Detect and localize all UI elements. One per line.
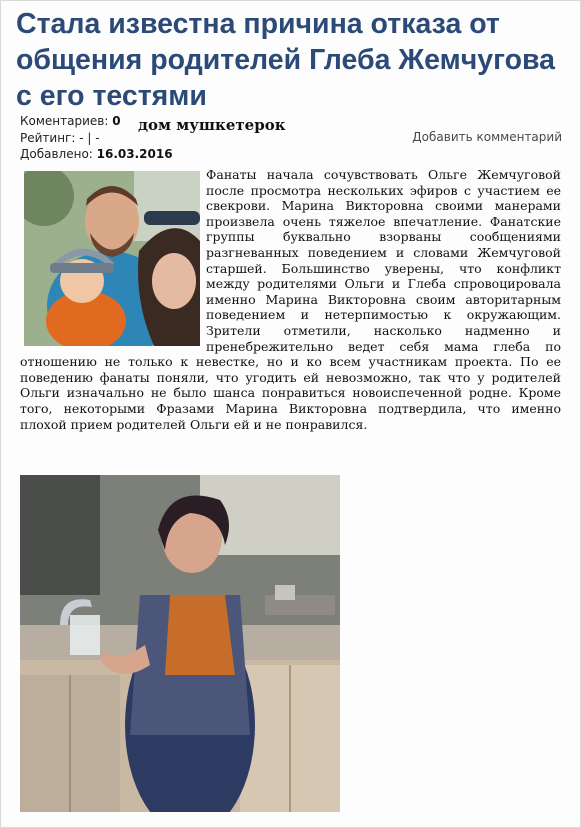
kitchen-photo	[20, 475, 340, 812]
article-body-container	[20, 167, 561, 432]
article-body: Фанаты начала сочувствовать Ольге Жемчуговой после просмотра нескольких эфиров с участием ее свекрови. Марина Викторовна своими манерами произвела очень тяжелое впечатление. Фанатские группы буквально взорваны сообщениями разгневанных поведением и словами Жемчуговой старшей. Большинство уверены, что конфликт между родителями Ольги и Глеба спровоцировала именно Марина Викторовна своим авторитарным поведением и нетерпимостью к окружающим. Зрители отметили, насколько надменно и пренебрежительно ведет себя мама глеба по отношению не только к невестке, но и ко всем участникам проекта. По ее поведению фанаты поняли, что угодить ей невозможно, так что у родителей Ольги изначально не было шанса понравиться новоиспеченной родне. Кроме того, некоторыми Фразами Марина Викторовна подтвердила, что именно плохой прием родителей Ольги ей и не понравился.	[20, 167, 561, 432]
comments-label: Коментариев:	[20, 114, 109, 128]
rating-value: - | -	[79, 130, 100, 145]
comments-count: 0	[112, 114, 121, 128]
family-photo-illustration	[24, 171, 200, 346]
article-title: Стала известна причина отказа от общения родителей Глеба Жемчугова с его тестями	[16, 8, 555, 112]
kitchen-photo-illustration	[20, 475, 340, 812]
add-comment-link[interactable]: Добавить комментарий	[412, 130, 562, 144]
added-label: Добавлено:	[20, 147, 93, 161]
family-photo	[24, 171, 200, 346]
rating-label: Рейтинг:	[20, 130, 76, 145]
added-date-row	[20, 146, 173, 163]
added-date: 16.03.2016	[96, 147, 173, 161]
category-label: дом мушкетерок	[138, 116, 286, 134]
